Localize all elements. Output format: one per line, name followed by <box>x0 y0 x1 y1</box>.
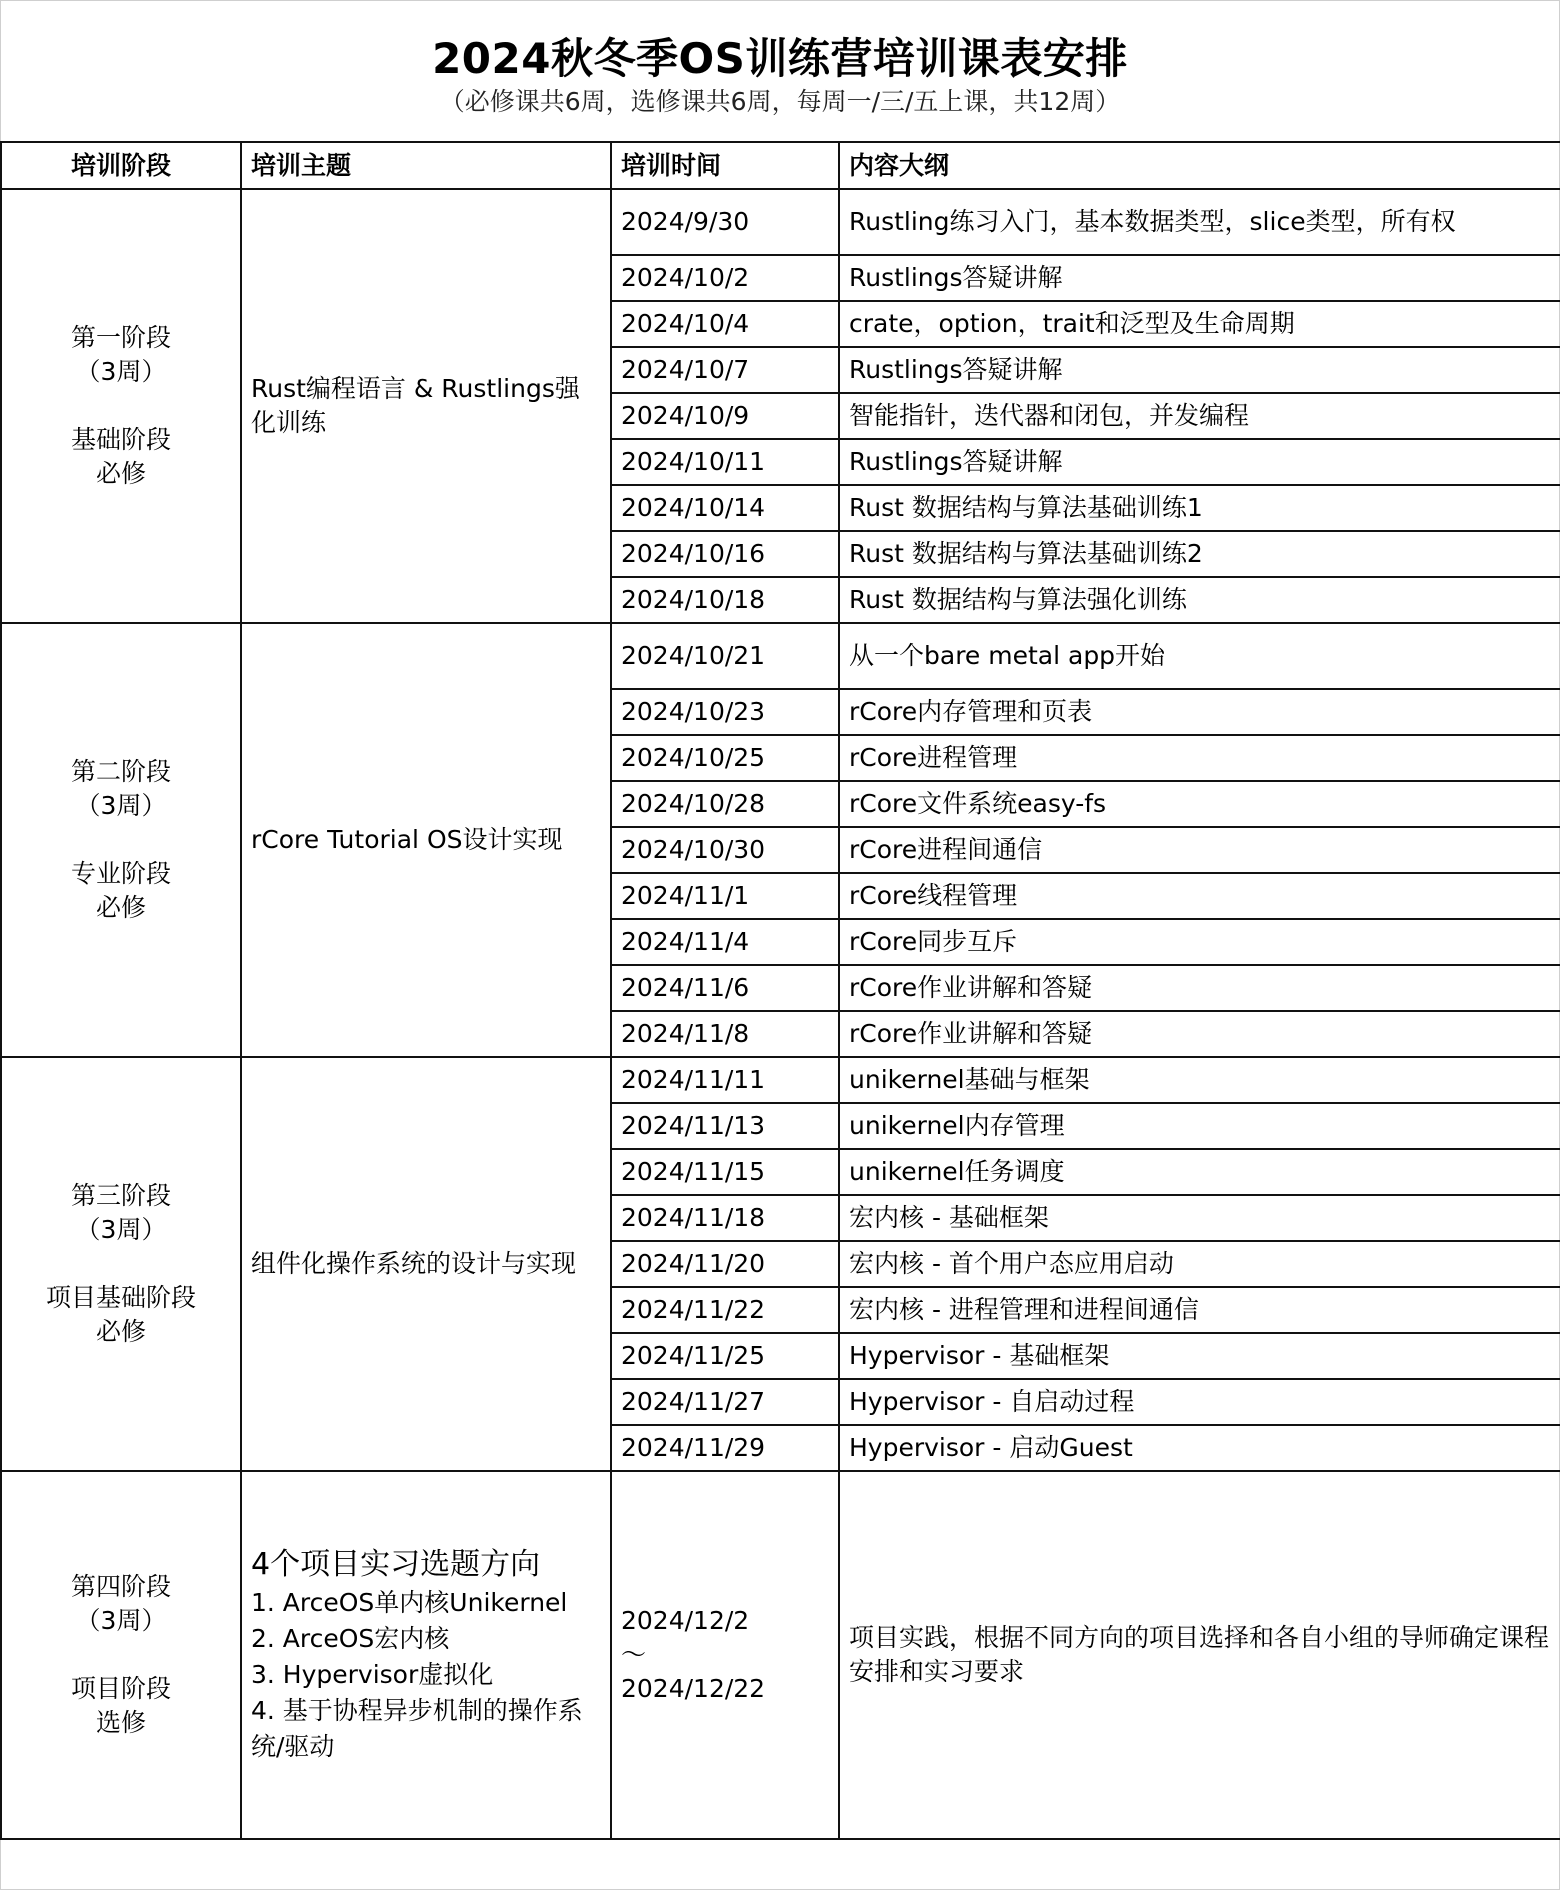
session-date: 2024/10/14 <box>611 485 839 531</box>
topic-cell <box>241 1471 611 1839</box>
session-date: 2024/11/18 <box>611 1195 839 1241</box>
session-content: Rustlings答疑讲解 <box>839 347 1560 393</box>
session-content: unikernel任务调度 <box>839 1149 1560 1195</box>
session-date: 2024/11/1 <box>611 873 839 919</box>
session-content: Rustlings答疑讲解 <box>839 439 1560 485</box>
stage-cell <box>1 1057 241 1471</box>
session-content: unikernel基础与框架 <box>839 1057 1560 1103</box>
stage-level: 专业阶段 <box>70 859 171 888</box>
stage-weeks: （3周） <box>75 1606 167 1635</box>
session-content: rCore进程间通信 <box>839 827 1560 873</box>
stage-name: 第一阶段 <box>70 323 171 352</box>
session-date: 2024/11/22 <box>611 1287 839 1333</box>
stage-name: 第三阶段 <box>70 1181 171 1210</box>
stage-name: 第四阶段 <box>70 1572 171 1601</box>
table-header-row <box>1 142 1560 189</box>
session-content: Rust 数据结构与算法基础训练1 <box>839 485 1560 531</box>
session-date: 2024/10/16 <box>611 531 839 577</box>
topic-item: 4. 基于协程异步机制的操作系统/驱动 <box>251 1696 583 1761</box>
session-content: rCore进程管理 <box>839 735 1560 781</box>
session-content: Rustlings答疑讲解 <box>839 255 1560 301</box>
stage-type: 必修 <box>95 893 146 922</box>
column-header-date: 培训时间 <box>611 142 839 189</box>
session-content: Rustling练习入门，基本数据类型，slice类型，所有权 <box>839 189 1560 255</box>
session-date-range <box>611 1471 839 1839</box>
stage-level: 基础阶段 <box>70 425 171 454</box>
table-row <box>1 189 1560 255</box>
session-content: rCore作业讲解和答疑 <box>839 1011 1560 1057</box>
session-content: rCore同步互斥 <box>839 919 1560 965</box>
topic-cell: rCore Tutorial OS设计实现 <box>241 623 611 1057</box>
session-date: 2024/10/2 <box>611 255 839 301</box>
session-date: 2024/9/30 <box>611 189 839 255</box>
session-content: 宏内核 - 进程管理和进程间通信 <box>839 1287 1560 1333</box>
stage-type: 必修 <box>95 1317 146 1346</box>
topic-title: 4个项目实习选题方向 <box>251 1547 541 1582</box>
session-content: rCore作业讲解和答疑 <box>839 965 1560 1011</box>
page-subtitle: （必修课共6周，选修课共6周，每周一/三/五上课，共12周） <box>439 87 1121 116</box>
stage-weeks: （3周） <box>75 1215 167 1244</box>
session-content: Hypervisor - 自启动过程 <box>839 1379 1560 1425</box>
page-title: 2024秋冬季OS训练营培训课表安排 <box>432 34 1128 83</box>
session-content: 从一个bare metal app开始 <box>839 623 1560 689</box>
topic-item: 1. ArceOS单内核Unikernel <box>251 1588 568 1617</box>
session-date: 2024/11/15 <box>611 1149 839 1195</box>
header <box>0 0 1560 140</box>
session-date: 2024/10/21 <box>611 623 839 689</box>
session-content: Rust 数据结构与算法基础训练2 <box>839 531 1560 577</box>
session-content: crate，option，trait和泛型及生命周期 <box>839 301 1560 347</box>
session-content: 智能指针，迭代器和闭包，并发编程 <box>839 393 1560 439</box>
session-date: 2024/10/7 <box>611 347 839 393</box>
table-row <box>1 623 1560 689</box>
topic-item: 3. Hypervisor虚拟化 <box>251 1660 494 1689</box>
session-content: 项目实践，根据不同方向的项目选择和各自小组的导师确定课程安排和实习要求 <box>839 1471 1560 1839</box>
session-date: 2024/11/29 <box>611 1425 839 1471</box>
stage-name: 第二阶段 <box>70 757 171 786</box>
column-header-topic: 培训主题 <box>241 142 611 189</box>
session-content: 宏内核 - 基础框架 <box>839 1195 1560 1241</box>
topic-cell: Rust编程语言 & Rustlings强化训练 <box>241 189 611 623</box>
column-header-stage: 培训阶段 <box>1 142 241 189</box>
session-date: 2024/11/11 <box>611 1057 839 1103</box>
stage-type: 选修 <box>95 1708 146 1737</box>
table-row <box>1 1057 1560 1103</box>
session-date: 2024/11/13 <box>611 1103 839 1149</box>
session-date: 2024/11/8 <box>611 1011 839 1057</box>
stage-weeks: （3周） <box>75 357 167 386</box>
session-date: 2024/11/25 <box>611 1333 839 1379</box>
session-date: 2024/10/18 <box>611 577 839 623</box>
table-row <box>1 1471 1560 1839</box>
topic-item: 2. ArceOS宏内核 <box>251 1624 450 1653</box>
stage-level: 项目基础阶段 <box>45 1283 196 1312</box>
session-content: Hypervisor - 启动Guest <box>839 1425 1560 1471</box>
stage-weeks: （3周） <box>75 791 167 820</box>
session-date: 2024/10/11 <box>611 439 839 485</box>
session-date: 2024/10/25 <box>611 735 839 781</box>
session-date: 2024/11/27 <box>611 1379 839 1425</box>
session-date: 2024/10/23 <box>611 689 839 735</box>
session-content: 宏内核 - 首个用户态应用启动 <box>839 1241 1560 1287</box>
schedule-table <box>0 141 1560 1840</box>
session-content: rCore内存管理和页表 <box>839 689 1560 735</box>
stage-cell <box>1 623 241 1057</box>
session-date: 2024/10/4 <box>611 301 839 347</box>
session-date: 2024/10/30 <box>611 827 839 873</box>
column-header-content: 内容大纲 <box>839 142 1560 189</box>
topic-cell: 组件化操作系统的设计与实现 <box>241 1057 611 1471</box>
stage-cell <box>1 1471 241 1839</box>
session-content: rCore文件系统easy-fs <box>839 781 1560 827</box>
session-content: Hypervisor - 基础框架 <box>839 1333 1560 1379</box>
session-date: 2024/11/4 <box>611 919 839 965</box>
stage-level: 项目阶段 <box>70 1674 171 1703</box>
date-end: 2024/12/22 <box>621 1674 766 1703</box>
session-date: 2024/11/20 <box>611 1241 839 1287</box>
date-separator: ～ <box>621 1640 647 1669</box>
session-date: 2024/11/6 <box>611 965 839 1011</box>
session-date: 2024/10/28 <box>611 781 839 827</box>
stage-type: 必修 <box>95 459 146 488</box>
stage-cell <box>1 189 241 623</box>
session-content: unikernel内存管理 <box>839 1103 1560 1149</box>
session-content: rCore线程管理 <box>839 873 1560 919</box>
session-content: Rust 数据结构与算法强化训练 <box>839 577 1560 623</box>
session-date: 2024/10/9 <box>611 393 839 439</box>
date-start: 2024/12/2 <box>621 1606 750 1635</box>
